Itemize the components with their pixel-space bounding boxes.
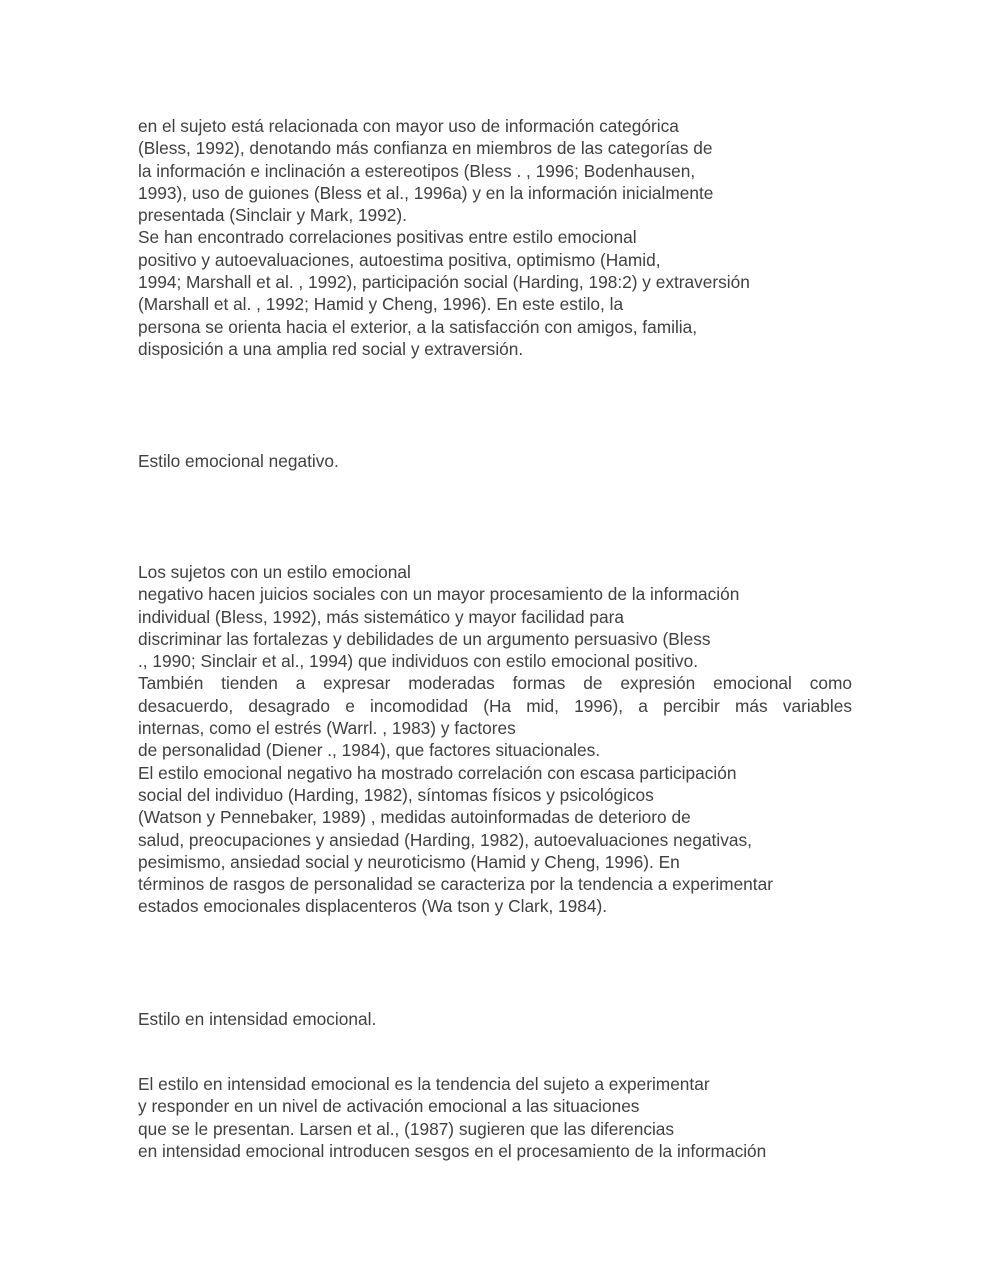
text-line: pesimismo, ansiedad social y neuroticismo (Hamid y Cheng, 1996). En — [138, 851, 680, 872]
text-line: disposición a una amplia red social y extraversión. — [138, 338, 524, 359]
text-line: términos de rasgos de personalidad se caracteriza por la tendencia a experimentar — [138, 874, 773, 895]
text-line: positivo y autoevaluaciones, autoestima positiva, optimismo (Hamid, — [138, 249, 661, 270]
text-line: Los sujetos con un estilo emocional — [138, 562, 411, 582]
text-line: (Watson y Pennebaker, 1989) , medidas autoinformadas de deterioro de — [138, 807, 691, 828]
section-heading-intensity — [138, 1008, 858, 1030]
text-line: (Marshall et al. , 1992; Hamid y Cheng, 1996). En este estilo, la — [138, 294, 624, 315]
text-line: negativo hacen juicios sociales con un mayor procesamiento de la información — [138, 584, 740, 605]
text-line: 1993), uso de guiones (Bless et al., 1996a) y en la información inicialmente — [138, 182, 714, 203]
text-line: También tienden a expresar moderadas formas de expresión emocional como — [138, 673, 852, 694]
text-line: individual (Bless, 1992), más sistemático y mayor facilidad para — [138, 606, 625, 627]
section-heading-negative — [138, 450, 858, 472]
text-line: discriminar las fortalezas y debilidades de un argumento persuasivo (Bless — [138, 628, 711, 649]
text-line: que se le presentan. Larsen et al., (1987) sugieren que las diferencias — [138, 1118, 675, 1139]
text-line: de personalidad (Diener ., 1984), que factores situacionales. — [138, 740, 601, 761]
text-line: El estilo en intensidad emocional es la tendencia del sujeto a experimentar — [138, 1074, 710, 1094]
text-line: ., 1990; Sinclair et al., 1994) que individuos con estilo emocional positivo. — [138, 651, 699, 672]
text-line: presentada (Sinclair y Mark, 1992). — [138, 205, 407, 226]
text-line: en el sujeto está relacionada con mayor uso de información categórica — [138, 116, 679, 136]
text-line: la información e inclinación a estereotipos (Bless . , 1996; Bodenhausen, — [138, 160, 696, 181]
text-line: estados emocionales displacenteros (Wa tson y Clark, 1984). — [138, 896, 608, 917]
heading-text: Estilo emocional negativo. — [138, 451, 339, 471]
heading-text: Estilo en intensidad emocional. — [138, 1009, 377, 1029]
text-line: Se han encontrado correlaciones positivas entre estilo emocional — [138, 227, 637, 248]
text-line: (Bless, 1992), denotando más confianza en miembros de las categorías de — [138, 138, 713, 159]
negative-paragraph — [138, 561, 858, 918]
text-line: social del individuo (Harding, 1982), síntomas físicos y psicológicos — [138, 784, 654, 805]
intensity-paragraph — [138, 1073, 858, 1162]
text-line: en intensidad emocional introducen sesgos en el procesamiento de la información — [138, 1140, 767, 1161]
text-line: El estilo emocional negativo ha mostrado correlación con escasa participación — [138, 762, 737, 783]
text-line: y responder en un nivel de activación emocional a las situaciones — [138, 1096, 640, 1117]
text-line: salud, preocupaciones y ansiedad (Harding, 1982), autoevaluaciones negativas, — [138, 829, 752, 850]
text-line: desacuerdo, desagrado e incomodidad (Ha mid, 1996), a percibir más variables — [138, 695, 852, 716]
text-line: internas, como el estrés (Warrl. , 1983) y factores — [138, 718, 516, 739]
text-line: persona se orienta hacia el exterior, a la satisfacción con amigos, familia, — [138, 316, 698, 337]
text-line: 1994; Marshall et al. , 1992), participación social (Harding, 198:2) y extraversión — [138, 272, 750, 293]
intro-paragraph — [138, 115, 858, 360]
